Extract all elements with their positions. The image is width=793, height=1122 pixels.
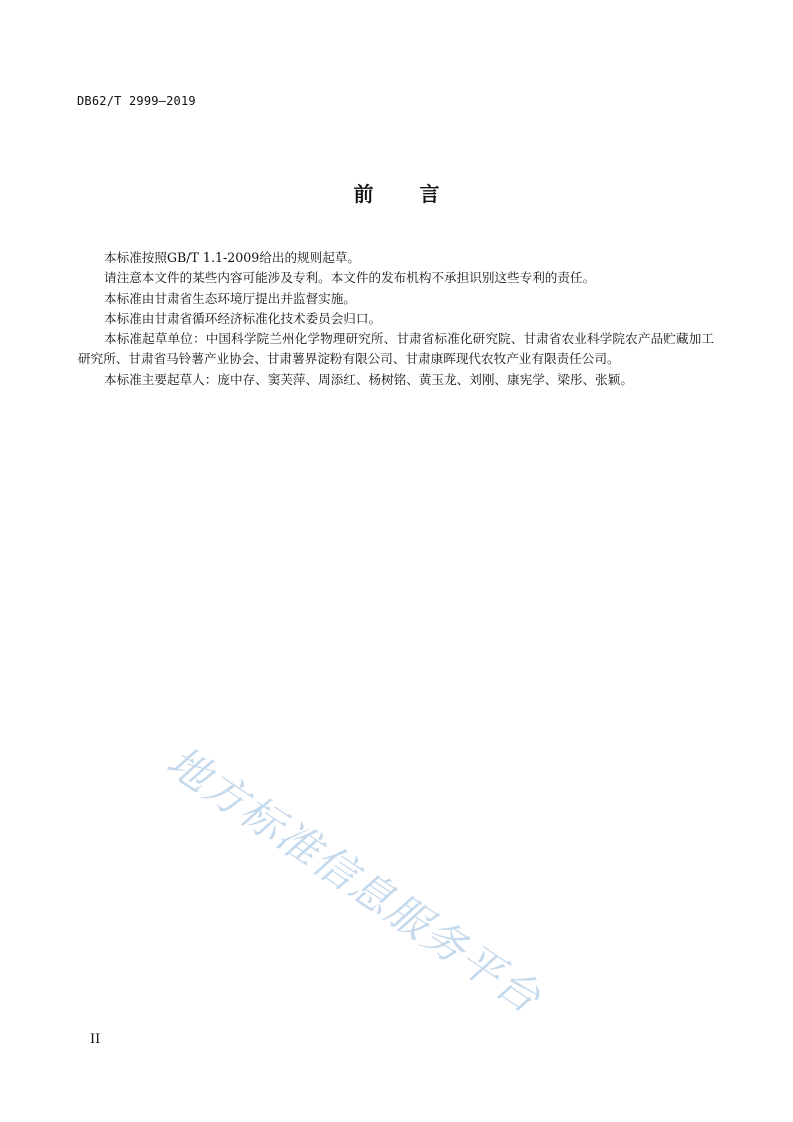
standard-code: DB62/T 2999—2019 <box>77 94 196 108</box>
title-char-2: 言 <box>419 182 440 206</box>
paragraph-main-drafters: 本标准主要起草人：庞中存、窦芙萍、周添红、杨树铭、黄玉龙、刘刚、康宪学、梁彤、张颖。 <box>104 371 633 387</box>
page-number: II <box>90 1032 101 1047</box>
title-char-1: 前 <box>353 182 374 206</box>
watermark-text: 地方标准信息服务平台 <box>158 736 551 1024</box>
paragraph-patent-notice: 请注意本文件的某些内容可能涉及专利。本文件的发布机构不承担识别这些专利的责任。 <box>104 270 596 286</box>
paragraph-committee: 本标准由甘肃省循环经济标准化技术委员会归口。 <box>104 310 382 326</box>
page-title <box>0 178 793 207</box>
foreword-body <box>78 248 714 390</box>
paragraph-proposer: 本标准由甘肃省生态环境厅提出并监督实施。 <box>104 290 356 306</box>
paragraph-drafting-rules: 本标准按照GB/T 1.1-2009给出的规则起草。 <box>104 250 361 265</box>
paragraph-drafting-units: 本标准起草单位：中国科学院兰州化学物理研究所、甘肃省标准化研究院、甘肃省农业科学院农产品贮藏加工研究所、甘肃省马铃薯产业协会、甘肃薯界淀粉有限公司、甘肃康晖现代农牧产业有限责任公司。 <box>78 331 714 367</box>
